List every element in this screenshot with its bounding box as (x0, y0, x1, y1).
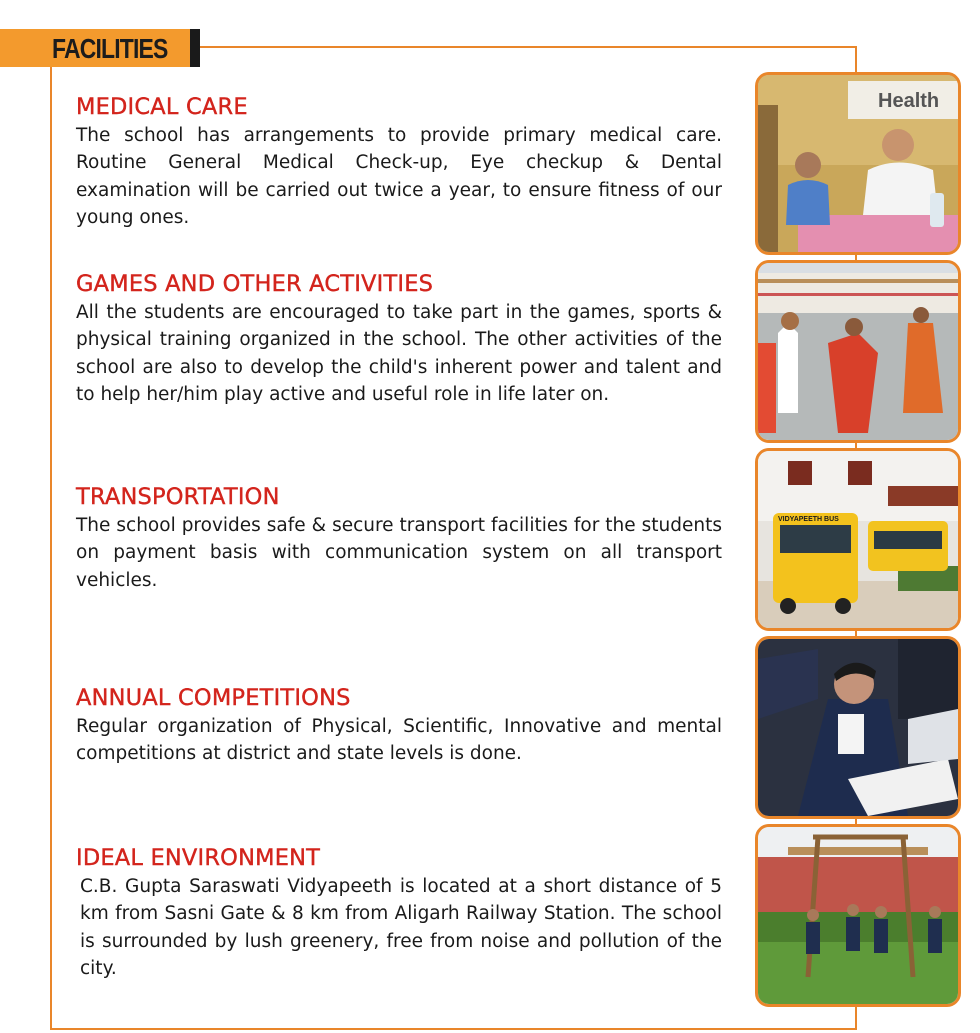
section-heading: GAMES AND OTHER ACTIVITIES (76, 271, 434, 297)
medical-care-photo (755, 72, 961, 255)
environment-photo (755, 824, 961, 1007)
games-photo (755, 260, 961, 443)
page-title: FACILITIES (52, 33, 168, 64)
health-sign-text: Health (878, 90, 940, 112)
transportation-photo (755, 448, 961, 631)
section-transportation (76, 484, 722, 594)
section-heading: IDEAL ENVIRONMENT (76, 845, 321, 871)
title-tab-bar (190, 29, 200, 67)
section-body: Regular organization of Physical, Scientific, Innovative and mental competitions at district and state levels is done. (76, 716, 722, 765)
section-medical-care (76, 94, 722, 231)
section-ideal-environment (76, 845, 722, 982)
section-body: The school provides safe & secure transport facilities for the students on payment basis with communication system on all transport vehicles. (76, 515, 722, 591)
bus-sign-text: VIDYAPEETH BUS (778, 516, 839, 523)
section-body: The school has arrangements to provide primary medical care. Routine General Medical Check-up, Eye checkup & Dental examination will be carried out twice a year, to ensure fitness of our young ones. (76, 125, 722, 228)
section-heading: ANNUAL COMPETITIONS (76, 685, 351, 711)
section-heading: TRANSPORTATION (76, 484, 280, 510)
section-heading: MEDICAL CARE (76, 94, 248, 120)
section-body: All the students are encouraged to take part in the games, sports & physical training organized in the school. The other activities of the school are also to develop the child's inherent power and talent and to help her/him play active and useful role in life later on. (76, 302, 722, 405)
section-body: C.B. Gupta Saraswati Vidyapeeth is located at a short distance of 5 km from Sasni Gate & 8 km from Aligarh Railway Station. The school is surrounded by lush greenery, free from noise and pollution of the city. (80, 876, 722, 979)
section-games (76, 271, 722, 408)
section-annual-competitions (76, 685, 722, 768)
competitions-photo (755, 636, 961, 819)
